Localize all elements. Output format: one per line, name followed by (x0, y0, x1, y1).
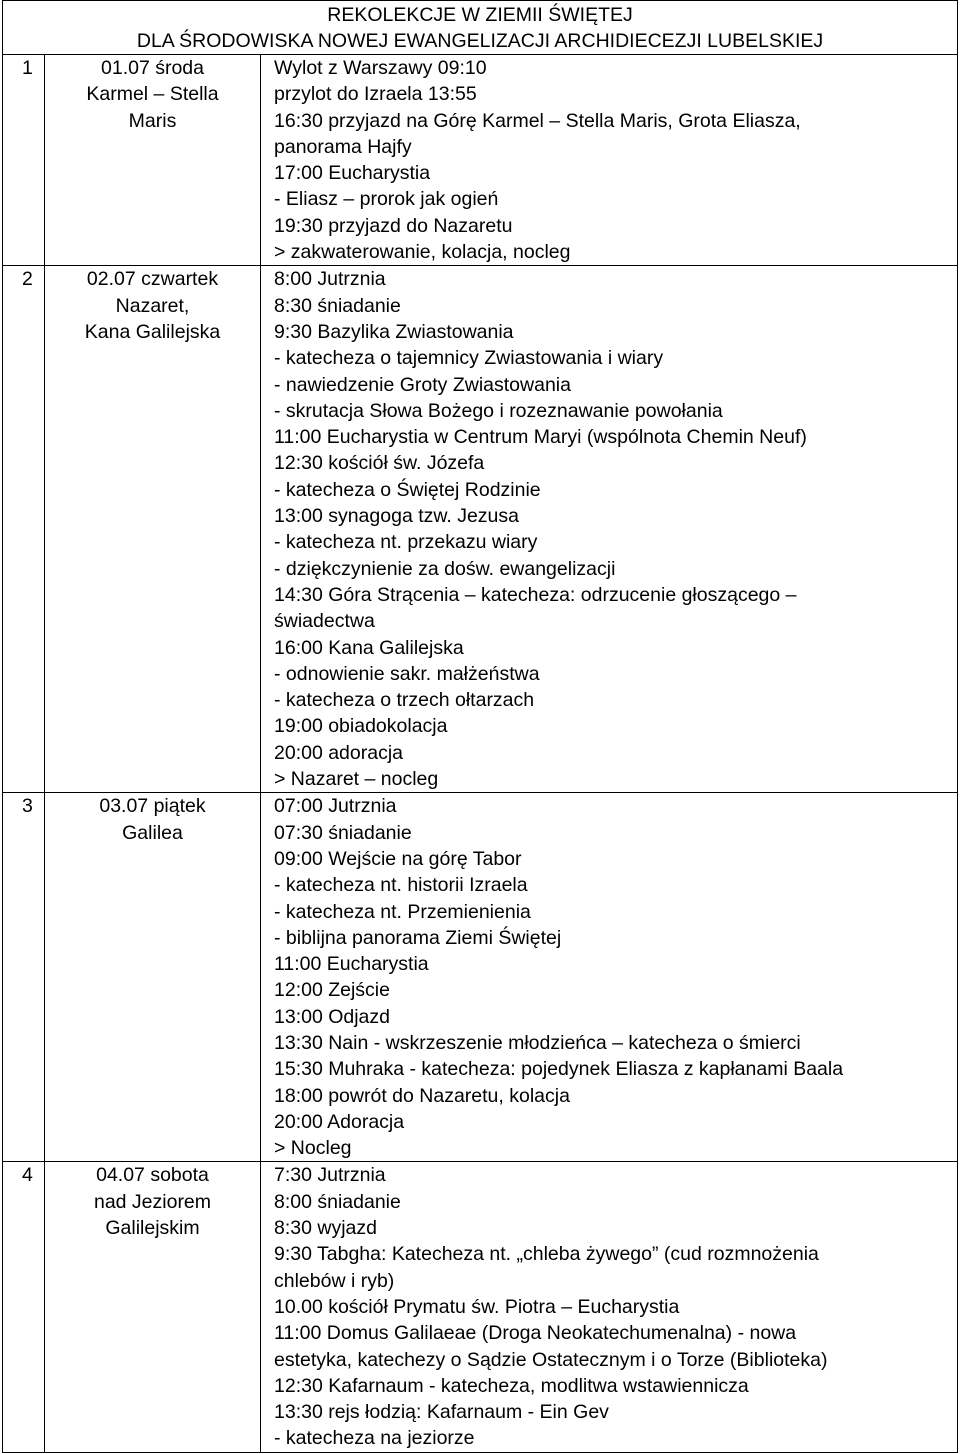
title-line-1: REKOLEKCJE W ZIEMII ŚWIĘTEJ (327, 4, 633, 26)
schedule-table (2, 0, 958, 1453)
program-item: 20:00 adoracja (274, 741, 404, 764)
program-item: 19:30 przyjazd do Nazaretu (274, 214, 513, 237)
day-number: 2 (3, 266, 45, 793)
program-item: - katecheza nt. przekazu wiary (274, 531, 538, 554)
program-item: Wylot z Warszawy 09:10 (274, 57, 487, 79)
day-cell (45, 793, 261, 1162)
program-item: chlebów i ryb) (274, 1269, 395, 1292)
program-item: 19:00 obiadokolacja (274, 715, 448, 738)
day-place: Galilea (122, 821, 183, 844)
day-place: Maris (128, 109, 177, 132)
program-cell (261, 55, 958, 266)
program-item: świadectwa (274, 610, 375, 633)
program-item: - katecheza o tajemnicy Zwiastowania i wiary (274, 347, 664, 370)
program-item: - biblijna panorama Ziemi Świętej (274, 926, 562, 949)
program-item: - katecheza na jeziorze (274, 1427, 475, 1450)
program-item: > Nocleg (274, 1137, 352, 1160)
program-item: 8:30 śniadanie (274, 294, 401, 317)
program-item: 7:30 Jutrznia (274, 1164, 386, 1187)
program-item: 09:00 Wejście na górę Tabor (274, 847, 522, 870)
day-number: 1 (3, 55, 45, 266)
day-cell (45, 1162, 261, 1452)
program-item: 12:00 Zejście (274, 979, 390, 1002)
program-item: - dziękczynienie za dośw. ewangelizacji (274, 557, 616, 580)
program-item: 13:00 synagoga tzw. Jezusa (274, 505, 519, 528)
program-item: 20:00 Adoracja (274, 1110, 405, 1133)
program-item: - Eliasz – prorok jak ogień (274, 188, 499, 211)
program-item: 18:00 powrót do Nazaretu, kolacja (274, 1084, 570, 1107)
program-item: 07:30 śniadanie (274, 821, 412, 844)
program-item: 13:30 Nain - wskrzeszenie młodzieńca – katecheza o śmierci (274, 1031, 801, 1054)
program-item: 16:30 przyjazd na Górę Karmel – Stella Maris, Grota Eliasza, (274, 109, 801, 132)
program-cell (261, 266, 958, 793)
program-item: panorama Hajfy (274, 135, 412, 158)
program-item: 8:00 śniadanie (274, 1190, 401, 1213)
day-date: 02.07 czwartek (86, 268, 219, 291)
program-item: - katecheza nt. historii Izraela (274, 874, 528, 897)
program-item: - odnowienie sakr. małżeństwa (274, 662, 540, 685)
program-item: 8:30 wyjazd (274, 1217, 377, 1240)
program-item: > zakwaterowanie, kolacja, nocleg (274, 241, 571, 264)
program-item: > Nazaret – nocleg (274, 768, 439, 791)
program-item: - katecheza o Świętej Rodzinie (274, 478, 541, 501)
day-date: 01.07 środa (101, 57, 204, 79)
program-cell (261, 793, 958, 1162)
program-item: przylot do Izraela 13:55 (274, 83, 477, 106)
day-cell (45, 266, 261, 793)
program-item: 12:30 kościół św. Józefa (274, 452, 485, 475)
program-item: 10.00 kościół Prymatu św. Piotra – Eucharystia (274, 1295, 680, 1318)
day-date: 04.07 sobota (96, 1164, 209, 1187)
program-item: 12:30 Kafarnaum - katecheza, modlitwa wstawiennicza (274, 1374, 749, 1397)
program-cell (261, 1162, 958, 1452)
program-item: - skrutacja Słowa Bożego i rozeznawanie powołania (274, 399, 723, 422)
program-item: - katecheza nt. Przemienienia (274, 900, 531, 923)
day-place: Galilejskim (105, 1217, 200, 1240)
title-row (3, 1, 958, 55)
title-line-2: DLA ŚRODOWISKA NOWEJ EWANGELIZACJI ARCHIDIECEZJI LUBELSKIEJ (136, 30, 824, 52)
program-item: 11:00 Eucharystia w Centrum Maryi (wspólnota Chemin Neuf) (274, 426, 807, 449)
program-item: 16:00 Kana Galilejska (274, 636, 464, 659)
program-item: 9:30 Tabgha: Katecheza nt. „chleba żywego” (cud rozmnożenia (274, 1243, 819, 1266)
day-place: Nazaret, (115, 294, 190, 317)
program-item: - katecheza o trzech ołtarzach (274, 689, 535, 712)
day-row (3, 266, 958, 793)
program-item: 13:00 Odjazd (274, 1005, 391, 1028)
program-item: 11:00 Domus Galilaeae (Droga Neokatechumenalna) - nowa (274, 1322, 797, 1345)
day-row (3, 793, 958, 1162)
day-place: nad Jeziorem (93, 1190, 212, 1213)
program-item: 15:30 Muhraka - katecheza: pojedynek Eliasza z kapłanami Baala (274, 1058, 844, 1081)
day-date: 03.07 piątek (99, 795, 206, 818)
day-cell (45, 55, 261, 266)
program-item: 17:00 Eucharystia (274, 162, 431, 185)
document-title (3, 1, 958, 55)
day-number: 3 (3, 793, 45, 1162)
program-item: 8:00 Jutrznia (274, 268, 386, 291)
program-item: 07:00 Jutrznia (274, 795, 397, 818)
day-place: Karmel – Stella (86, 83, 219, 106)
day-row (3, 1162, 958, 1452)
day-place: Kana Galilejska (84, 320, 221, 343)
day-number: 4 (3, 1162, 45, 1452)
program-item: 13:30 rejs łodzią: Kafarnaum - Ein Gev (274, 1401, 609, 1424)
program-item: estetyka, katechezy o Sądzie Ostatecznym i o Torze (Biblioteka) (274, 1348, 828, 1371)
program-item: 14:30 Góra Strącenia – katecheza: odrzucenie głoszącego – (274, 583, 797, 606)
program-item: 9:30 Bazylika Zwiastowania (274, 320, 514, 343)
program-item: - nawiedzenie Groty Zwiastowania (274, 373, 571, 396)
day-row (3, 55, 958, 266)
program-item: 11:00 Eucharystia (274, 953, 429, 976)
